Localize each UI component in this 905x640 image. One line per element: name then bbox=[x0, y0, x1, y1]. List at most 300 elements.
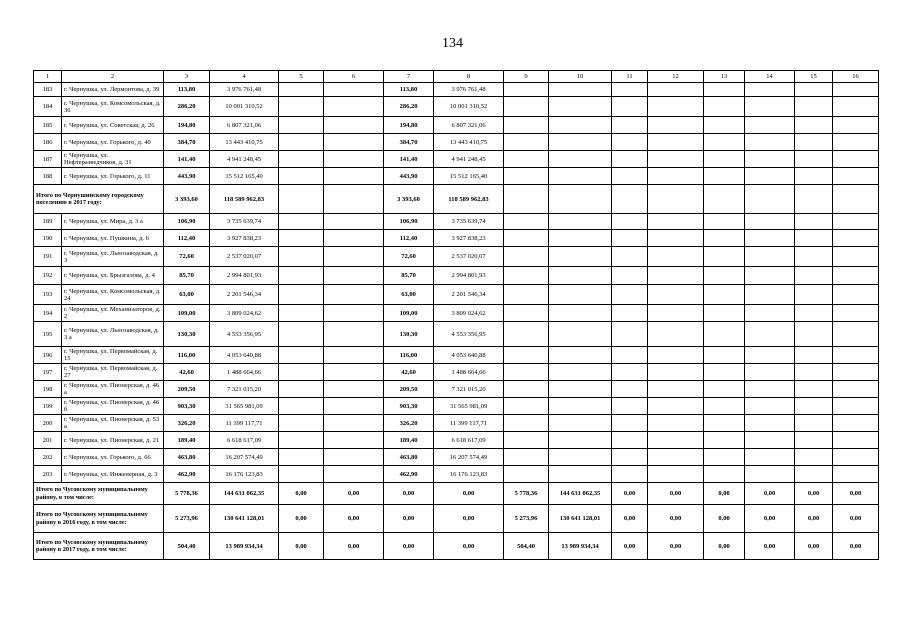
total-row bbox=[34, 533, 879, 560]
empty-cell bbox=[324, 97, 384, 117]
empty-cell bbox=[648, 214, 704, 230]
area-cell: 85,70 bbox=[384, 267, 434, 285]
address-cell: г. Чернушка, ул. Пионерская, д. 21 bbox=[62, 432, 164, 449]
empty-cell bbox=[504, 285, 549, 305]
column-header: 3 bbox=[164, 71, 210, 83]
area-cell: 209,50 bbox=[384, 381, 434, 398]
empty-cell bbox=[795, 466, 833, 483]
empty-cell bbox=[504, 432, 549, 449]
area-cell: 42,60 bbox=[384, 364, 434, 381]
empty-cell bbox=[324, 117, 384, 134]
total-value-cell: 0,00 bbox=[795, 533, 833, 560]
empty-cell bbox=[549, 415, 612, 432]
table-row bbox=[34, 168, 879, 185]
empty-cell bbox=[504, 117, 549, 134]
empty-cell bbox=[612, 117, 648, 134]
cost-cell: 6 807 321,06 bbox=[434, 117, 504, 134]
total-value-cell: 0,00 bbox=[795, 483, 833, 505]
empty-cell bbox=[704, 247, 745, 267]
empty-cell bbox=[612, 305, 648, 322]
area-cell: 42,60 bbox=[164, 364, 210, 381]
row-number: 185 bbox=[34, 117, 62, 134]
empty-cell bbox=[549, 151, 612, 168]
empty-cell bbox=[648, 267, 704, 285]
empty-cell bbox=[833, 364, 879, 381]
address-cell: г. Чернушка, ул. Льнозаводская, д. 3 bbox=[62, 247, 164, 267]
empty-cell bbox=[504, 322, 549, 347]
empty-cell bbox=[795, 305, 833, 322]
empty-cell bbox=[324, 415, 384, 432]
empty-cell bbox=[795, 285, 833, 305]
cost-cell: 6 618 617,09 bbox=[434, 432, 504, 449]
area-cell: 130,30 bbox=[384, 322, 434, 347]
empty-cell bbox=[279, 398, 324, 415]
total-value-cell: 0,00 bbox=[833, 505, 879, 533]
table-row bbox=[34, 117, 879, 134]
cost-cell: 4 941 248,45 bbox=[210, 151, 279, 168]
empty-cell bbox=[833, 134, 879, 151]
area-cell: 63,00 bbox=[384, 285, 434, 305]
empty-cell bbox=[279, 305, 324, 322]
total-value-cell: 144 631 062,35 bbox=[549, 483, 612, 505]
row-number: 183 bbox=[34, 83, 62, 97]
empty-cell bbox=[324, 322, 384, 347]
empty-cell bbox=[795, 415, 833, 432]
empty-cell bbox=[833, 305, 879, 322]
empty-cell bbox=[549, 432, 612, 449]
empty-cell bbox=[549, 381, 612, 398]
empty-cell bbox=[833, 97, 879, 117]
cost-cell: 118 589 962,83 bbox=[434, 185, 504, 214]
empty-cell bbox=[745, 347, 795, 364]
empty-cell bbox=[549, 230, 612, 247]
empty-cell bbox=[504, 97, 549, 117]
area-cell: 112,40 bbox=[164, 230, 210, 247]
empty-cell bbox=[833, 347, 879, 364]
empty-cell bbox=[279, 185, 324, 214]
area-cell: 326,20 bbox=[384, 415, 434, 432]
column-header: 2 bbox=[62, 71, 164, 83]
address-cell: г. Чернушка, ул. Пушкина, д. 6 bbox=[62, 230, 164, 247]
row-number: 201 bbox=[34, 432, 62, 449]
empty-cell bbox=[549, 97, 612, 117]
empty-cell bbox=[795, 134, 833, 151]
empty-cell bbox=[504, 168, 549, 185]
empty-cell bbox=[833, 168, 879, 185]
empty-cell bbox=[704, 267, 745, 285]
row-number: 203 bbox=[34, 466, 62, 483]
column-header: 1 bbox=[34, 71, 62, 83]
cost-cell: 2 201 546,34 bbox=[434, 285, 504, 305]
total-value-cell: 0,00 bbox=[384, 533, 434, 560]
empty-cell bbox=[745, 247, 795, 267]
empty-cell bbox=[612, 381, 648, 398]
empty-cell bbox=[648, 151, 704, 168]
area-cell: 462,90 bbox=[384, 466, 434, 483]
cost-cell: 7 321 015,20 bbox=[434, 381, 504, 398]
register-table bbox=[33, 70, 879, 560]
total-value-cell: 5 778,36 bbox=[504, 483, 549, 505]
total-value-cell: 13 989 934,34 bbox=[210, 533, 279, 560]
area-cell: 443,90 bbox=[384, 168, 434, 185]
area-cell: 109,00 bbox=[384, 305, 434, 322]
empty-cell bbox=[648, 398, 704, 415]
column-header: 7 bbox=[384, 71, 434, 83]
area-cell: 384,70 bbox=[384, 134, 434, 151]
cost-cell: 3 927 838,23 bbox=[210, 230, 279, 247]
total-value-cell: 130 641 128,01 bbox=[210, 505, 279, 533]
row-number: 189 bbox=[34, 214, 62, 230]
empty-cell bbox=[704, 185, 745, 214]
empty-cell bbox=[833, 398, 879, 415]
area-cell: 106,90 bbox=[164, 214, 210, 230]
table-row bbox=[34, 267, 879, 285]
row-number: 186 bbox=[34, 134, 62, 151]
empty-cell bbox=[795, 381, 833, 398]
area-cell: 194,80 bbox=[164, 117, 210, 134]
cost-cell: 16 176 123,83 bbox=[434, 466, 504, 483]
empty-cell bbox=[504, 230, 549, 247]
total-row bbox=[34, 505, 879, 533]
empty-cell bbox=[504, 83, 549, 97]
cost-cell: 3 976 761,48 bbox=[434, 83, 504, 97]
empty-cell bbox=[704, 134, 745, 151]
address-cell: г. Чернушка, ул. Горького, д. 40 bbox=[62, 134, 164, 151]
empty-cell bbox=[795, 214, 833, 230]
empty-cell bbox=[833, 466, 879, 483]
total-value-cell: 0,00 bbox=[384, 483, 434, 505]
empty-cell bbox=[549, 83, 612, 97]
cost-cell: 3 809 024,62 bbox=[210, 305, 279, 322]
empty-cell bbox=[648, 134, 704, 151]
empty-cell bbox=[612, 364, 648, 381]
total-value-cell: 0,00 bbox=[434, 533, 504, 560]
empty-cell bbox=[324, 267, 384, 285]
cost-cell: 3 809 024,62 bbox=[434, 305, 504, 322]
address-cell: г. Чернушка, ул. Горького, д. 11 bbox=[62, 168, 164, 185]
empty-cell bbox=[833, 230, 879, 247]
subtotal-label: Итого по Чернушинскому городскому поселению в 2017 году: bbox=[34, 185, 164, 214]
empty-cell bbox=[549, 185, 612, 214]
empty-cell bbox=[324, 185, 384, 214]
address-cell: г. Чернушка, ул. Горького, д. 66 bbox=[62, 449, 164, 466]
empty-cell bbox=[279, 432, 324, 449]
empty-cell bbox=[549, 398, 612, 415]
empty-cell bbox=[833, 247, 879, 267]
empty-cell bbox=[549, 347, 612, 364]
empty-cell bbox=[704, 449, 745, 466]
empty-cell bbox=[504, 134, 549, 151]
empty-cell bbox=[704, 230, 745, 247]
empty-cell bbox=[279, 285, 324, 305]
row-number: 192 bbox=[34, 267, 62, 285]
total-value-cell: 0,00 bbox=[324, 483, 384, 505]
cost-cell: 4 553 356,95 bbox=[434, 322, 504, 347]
empty-cell bbox=[795, 347, 833, 364]
total-value-cell: 0,00 bbox=[324, 533, 384, 560]
cost-cell: 6 807 321,06 bbox=[210, 117, 279, 134]
address-cell: г. Чернушка, ул. Комсомольская, д. 24 bbox=[62, 285, 164, 305]
empty-cell bbox=[549, 247, 612, 267]
empty-cell bbox=[324, 134, 384, 151]
column-header: 9 bbox=[504, 71, 549, 83]
table-row bbox=[34, 432, 879, 449]
empty-cell bbox=[745, 285, 795, 305]
empty-cell bbox=[279, 117, 324, 134]
empty-cell bbox=[745, 134, 795, 151]
empty-cell bbox=[795, 168, 833, 185]
empty-cell bbox=[504, 415, 549, 432]
empty-cell bbox=[648, 415, 704, 432]
empty-cell bbox=[795, 364, 833, 381]
empty-cell bbox=[833, 185, 879, 214]
empty-cell bbox=[745, 230, 795, 247]
total-value-cell: 0,00 bbox=[833, 483, 879, 505]
table-row bbox=[34, 322, 879, 347]
empty-cell bbox=[833, 449, 879, 466]
empty-cell bbox=[745, 185, 795, 214]
empty-cell bbox=[704, 214, 745, 230]
row-number: 184 bbox=[34, 97, 62, 117]
area-cell: 141,40 bbox=[164, 151, 210, 168]
column-header: 8 bbox=[434, 71, 504, 83]
area-cell: 443,90 bbox=[164, 168, 210, 185]
address-cell: г. Чернушка, ул. Комсомольская, д. 36 bbox=[62, 97, 164, 117]
empty-cell bbox=[704, 117, 745, 134]
table-row bbox=[34, 247, 879, 267]
empty-cell bbox=[279, 151, 324, 168]
empty-cell bbox=[833, 267, 879, 285]
area-cell: 903,30 bbox=[164, 398, 210, 415]
empty-cell bbox=[612, 214, 648, 230]
empty-cell bbox=[504, 214, 549, 230]
empty-cell bbox=[324, 168, 384, 185]
area-cell: 109,00 bbox=[164, 305, 210, 322]
column-header: 11 bbox=[612, 71, 648, 83]
address-cell: г. Чернушка, ул. Механизаторов, д. 2 bbox=[62, 305, 164, 322]
total-value-cell: 130 641 128,01 bbox=[549, 505, 612, 533]
empty-cell bbox=[704, 432, 745, 449]
cost-cell: 13 443 410,75 bbox=[210, 134, 279, 151]
cost-cell: 2 994 801,93 bbox=[434, 267, 504, 285]
area-cell: 141,40 bbox=[384, 151, 434, 168]
empty-cell bbox=[745, 168, 795, 185]
empty-cell bbox=[324, 214, 384, 230]
cost-cell: 15 512 165,40 bbox=[210, 168, 279, 185]
cost-cell: 31 565 981,09 bbox=[210, 398, 279, 415]
empty-cell bbox=[795, 117, 833, 134]
empty-cell bbox=[279, 214, 324, 230]
empty-cell bbox=[549, 466, 612, 483]
empty-cell bbox=[795, 432, 833, 449]
empty-cell bbox=[648, 449, 704, 466]
empty-cell bbox=[612, 432, 648, 449]
empty-cell bbox=[704, 381, 745, 398]
area-cell: 3 393,60 bbox=[164, 185, 210, 214]
empty-cell bbox=[795, 267, 833, 285]
empty-cell bbox=[324, 432, 384, 449]
empty-cell bbox=[704, 347, 745, 364]
area-cell: 3 393,60 bbox=[384, 185, 434, 214]
empty-cell bbox=[279, 247, 324, 267]
area-cell: 72,60 bbox=[384, 247, 434, 267]
empty-cell bbox=[795, 83, 833, 97]
empty-cell bbox=[279, 449, 324, 466]
empty-cell bbox=[648, 83, 704, 97]
table-row bbox=[34, 134, 879, 151]
empty-cell bbox=[648, 185, 704, 214]
total-row bbox=[34, 483, 879, 505]
empty-cell bbox=[504, 267, 549, 285]
empty-cell bbox=[704, 415, 745, 432]
empty-cell bbox=[648, 168, 704, 185]
area-cell: 63,00 bbox=[164, 285, 210, 305]
empty-cell bbox=[745, 415, 795, 432]
empty-cell bbox=[279, 97, 324, 117]
row-number: 199 bbox=[34, 398, 62, 415]
row-number: 195 bbox=[34, 322, 62, 347]
empty-cell bbox=[324, 247, 384, 267]
empty-cell bbox=[745, 267, 795, 285]
subtotal-row bbox=[34, 185, 879, 214]
table-row bbox=[34, 398, 879, 415]
empty-cell bbox=[612, 134, 648, 151]
empty-cell bbox=[279, 415, 324, 432]
empty-cell bbox=[648, 247, 704, 267]
total-value-cell: 0,00 bbox=[279, 483, 324, 505]
empty-cell bbox=[833, 214, 879, 230]
empty-cell bbox=[504, 151, 549, 168]
empty-cell bbox=[549, 267, 612, 285]
area-cell: 112,40 bbox=[384, 230, 434, 247]
header-row bbox=[34, 71, 879, 83]
empty-cell bbox=[704, 305, 745, 322]
empty-cell bbox=[704, 364, 745, 381]
empty-cell bbox=[745, 151, 795, 168]
cost-cell: 3 735 639,74 bbox=[434, 214, 504, 230]
empty-cell bbox=[279, 134, 324, 151]
column-header: 15 bbox=[795, 71, 833, 83]
area-cell: 463,80 bbox=[164, 449, 210, 466]
area-cell: 189,40 bbox=[384, 432, 434, 449]
empty-cell bbox=[745, 322, 795, 347]
total-value-cell: 0,00 bbox=[434, 483, 504, 505]
table-row bbox=[34, 466, 879, 483]
empty-cell bbox=[648, 117, 704, 134]
cost-cell: 6 618 617,09 bbox=[210, 432, 279, 449]
cost-cell: 4 941 248,45 bbox=[434, 151, 504, 168]
cost-cell: 16 207 574,49 bbox=[210, 449, 279, 466]
area-cell: 85,70 bbox=[164, 267, 210, 285]
empty-cell bbox=[648, 364, 704, 381]
area-cell: 116,00 bbox=[164, 347, 210, 364]
empty-cell bbox=[612, 247, 648, 267]
empty-cell bbox=[745, 97, 795, 117]
address-cell: г. Чернушка, ул. Пионерская, д. 46 а bbox=[62, 381, 164, 398]
cost-cell: 3 735 639,74 bbox=[210, 214, 279, 230]
empty-cell bbox=[704, 83, 745, 97]
area-cell: 194,80 bbox=[384, 117, 434, 134]
total-value-cell: 5 273,96 bbox=[164, 505, 210, 533]
empty-cell bbox=[279, 267, 324, 285]
empty-cell bbox=[612, 347, 648, 364]
empty-cell bbox=[612, 398, 648, 415]
empty-cell bbox=[504, 381, 549, 398]
area-cell: 106,90 bbox=[384, 214, 434, 230]
empty-cell bbox=[833, 83, 879, 97]
empty-cell bbox=[279, 381, 324, 398]
table-row bbox=[34, 214, 879, 230]
area-cell: 130,30 bbox=[164, 322, 210, 347]
empty-cell bbox=[279, 466, 324, 483]
total-value-cell: 0,00 bbox=[745, 505, 795, 533]
empty-cell bbox=[745, 381, 795, 398]
empty-cell bbox=[795, 185, 833, 214]
column-header: 4 bbox=[210, 71, 279, 83]
empty-cell bbox=[795, 449, 833, 466]
cost-cell: 16 207 574,49 bbox=[434, 449, 504, 466]
empty-cell bbox=[612, 185, 648, 214]
address-cell: г. Чернушка, ул. Советская, д. 26 bbox=[62, 117, 164, 134]
empty-cell bbox=[745, 305, 795, 322]
cost-cell: 118 589 962,83 bbox=[210, 185, 279, 214]
total-value-cell: 144 631 062,35 bbox=[210, 483, 279, 505]
row-number: 191 bbox=[34, 247, 62, 267]
area-cell: 116,00 bbox=[384, 347, 434, 364]
empty-cell bbox=[795, 151, 833, 168]
total-value-cell: 0,00 bbox=[745, 483, 795, 505]
cost-cell: 10 001 310,52 bbox=[434, 97, 504, 117]
empty-cell bbox=[324, 83, 384, 97]
empty-cell bbox=[648, 347, 704, 364]
cost-cell: 15 512 165,40 bbox=[434, 168, 504, 185]
empty-cell bbox=[504, 398, 549, 415]
empty-cell bbox=[612, 83, 648, 97]
empty-cell bbox=[745, 214, 795, 230]
empty-cell bbox=[648, 466, 704, 483]
empty-cell bbox=[704, 285, 745, 305]
area-cell: 384,70 bbox=[164, 134, 210, 151]
empty-cell bbox=[704, 168, 745, 185]
total-value-cell: 0,00 bbox=[612, 533, 648, 560]
row-number: 194 bbox=[34, 305, 62, 322]
address-cell: г. Чернушка, ул. Пионерская, д. 46 б bbox=[62, 398, 164, 415]
empty-cell bbox=[504, 185, 549, 214]
empty-cell bbox=[279, 83, 324, 97]
total-label: Итого по Чусовскому муниципальному району, в том числе: bbox=[34, 483, 164, 505]
empty-cell bbox=[549, 449, 612, 466]
cost-cell: 2 537 020,07 bbox=[210, 247, 279, 267]
total-value-cell: 0,00 bbox=[384, 505, 434, 533]
empty-cell bbox=[612, 97, 648, 117]
empty-cell bbox=[648, 432, 704, 449]
empty-cell bbox=[504, 449, 549, 466]
empty-cell bbox=[549, 168, 612, 185]
address-cell: г. Чернушка, ул. Льнозаводская, д. 3 а bbox=[62, 322, 164, 347]
empty-cell bbox=[833, 432, 879, 449]
empty-cell bbox=[648, 322, 704, 347]
row-number: 190 bbox=[34, 230, 62, 247]
table-row bbox=[34, 151, 879, 168]
empty-cell bbox=[549, 214, 612, 230]
cost-cell: 11 399 117,71 bbox=[434, 415, 504, 432]
cost-cell: 16 176 123,83 bbox=[210, 466, 279, 483]
row-number: 200 bbox=[34, 415, 62, 432]
area-cell: 462,90 bbox=[164, 466, 210, 483]
cost-cell: 31 565 981,09 bbox=[434, 398, 504, 415]
empty-cell bbox=[279, 364, 324, 381]
empty-cell bbox=[612, 168, 648, 185]
